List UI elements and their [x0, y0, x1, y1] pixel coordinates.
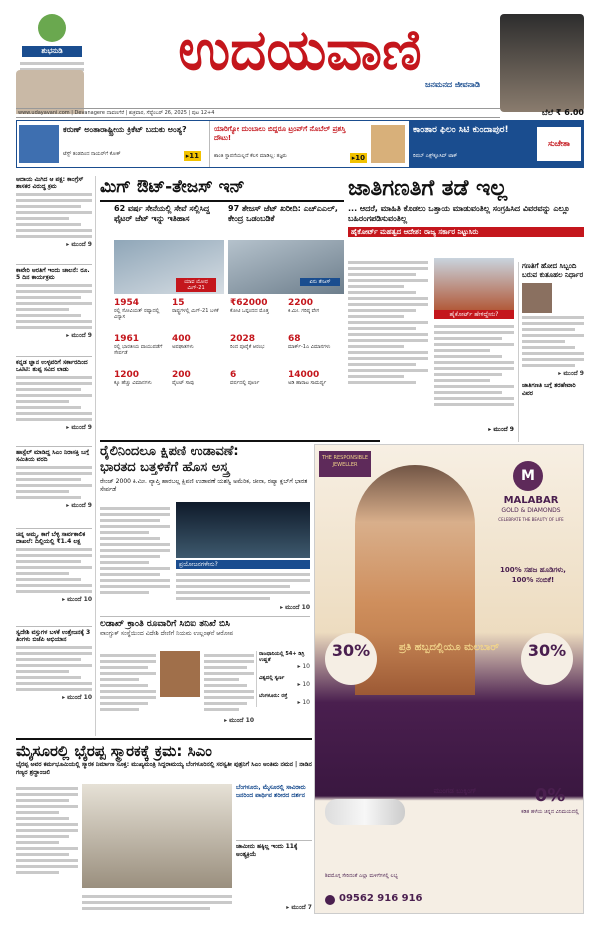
- siddaramaiah-photo: [522, 283, 552, 313]
- stat: 2028 ರಿಂದ ಪೂರೈಕೆ ಆರಂಭ: [230, 334, 265, 350]
- teaser-title: ಯಾರಿಗ್ಯೋ ದುಂಬಾಲು ಬಿದ್ದರೂ ಟ್ರಂಪ್‌ಗೆ ನೊಬೆಲ್ ಪ್ರಶಸ್ತಿ ದೌಟು!: [214, 125, 346, 142]
- ad-phone[interactable]: 09562 916 916: [339, 893, 423, 904]
- ad-brand: MALABAR: [503, 495, 559, 506]
- masthead-tagline: ಜನಮನದ ಜೀವನಾಡಿ: [425, 80, 480, 89]
- right-story-more: ▸ ಮುಂದೆ 9: [558, 370, 584, 377]
- brief-title[interactable]: ವಿಶ್ವದಲ್ಲಿ ಸ್ವರ್ಣ: [259, 675, 285, 681]
- left-story-more: ▸ ಮುಂದೆ 10: [62, 596, 92, 603]
- brief-more: ▸ 10: [297, 681, 310, 688]
- right-portrait: [500, 14, 584, 112]
- teaser-title: ಕಾಂತಾರ ಫಿಲಂ ಸಿಟಿ ಕುಂದಾಪುರ!: [413, 125, 509, 135]
- mysuru-headline: ಮೈಸೂರಲ್ಲಿ ಭೈರಪ್ಪ ಸ್ಮಾರಕಕ್ಕೆ ಕ್ರಮ: ಸಿಎಂ: [16, 742, 212, 760]
- stat: 2200 ಕಿ.ಮೀ. ಗರಿಷ್ಠ ವೇಗ: [288, 298, 320, 314]
- brief-more: ▸ 10: [297, 663, 310, 670]
- malabar-logo-icon: M: [513, 461, 543, 491]
- right-badge: ಸುಚೇತಾ: [537, 127, 581, 161]
- rail-info-label: ಪ್ರಯೋಜನಗಳೇನು?: [176, 560, 310, 569]
- left-story-title: ಆದಾಯ ಮಿಗಿದ ಆ ಪಕ್ಷ: ಕಾಂಗ್ರೆಸ್ ಶಾಸಕರ ವಿರುದ್ಧ ಕ್ರಮ: [16, 176, 84, 190]
- caste-right-column: [518, 262, 584, 442]
- mysuru-side-2: ಜಾಮೀನು ಹಕ್ಕಿಲ್ಲ ಇಂದು 11ಕ್ಕೆ ಅಂತ್ಯಕ್ರಿಯೆ: [236, 840, 312, 859]
- malabar-ad[interactable]: [314, 444, 584, 914]
- left-story-more: ▸ ಮುಂದೆ 9: [66, 332, 92, 339]
- mysuru-sub: ಭೈರಪ್ಪ ಅವರ ಕರ್ಮಭೂಮಿಯಲ್ಲಿ ಸ್ಮಾರಕ ನಿರ್ಮಾಣ ಸೂಕ್ತ: ಮುಖ್ಯಮಂತ್ರಿ ಸಿದ್ದರಾಮಯ್ಯ ಬೆಂಗಳೂರಿನಲ್ಲಿ ಸರಸ್ವತೀ ಪುತ್ರನಿಗೆ ಸಿಎಂ ಅಂತಿಮ ನಮನ | ನಾಡಿನ ಗಣ್ಯರ ಶ್ರದ್ಧಾಂಜಲಿ: [16, 761, 312, 776]
- ladakh-story[interactable]: [100, 616, 310, 734]
- teaser-thumb: [19, 125, 59, 163]
- left-story-title: ಹಾಸ್ಟೆಲ್ ಮಾಡಿದ್ದ ಸಿಎಂ ನಿರಾಸಕ್ತಿ ಬಗ್ಗೆ ಸಮಿತಿಯ ವರದಿ: [16, 449, 90, 463]
- ad-showrooms: ಶಿವಮೊಗ್ಗ ಸೇರಿದಂತೆ ಎಲ್ಲಾ ಮಳಿಗೆಗಳಲ್ಲಿ ಲಭ್ಯ: [325, 873, 398, 879]
- stat: 1961 ರಲ್ಲಿ ಭಾರತೀಯ ವಾಯುಪಡೆಗೆ ಸೇರ್ಪಡೆ: [114, 334, 163, 356]
- ad-claim: 100% ಸಹಜ ಹೂಡಿಗಳು, 100% ನಂಬಿಕೆ!: [500, 566, 566, 584]
- stat: 400 ಅಪಘಾತಗಳು: [172, 334, 194, 350]
- stat: 68 ಮಾರ್ಕ್-1ಎ ವಿಮಾನಗಳು: [288, 334, 331, 350]
- rail-headline-2: ಭಾರತದ ಬತ್ತಳಿಕೆಗೆ ಹೊಸ ಅಸ್ತ್ರ: [100, 460, 229, 475]
- rail-headline: ರೈಲಿನಿಂದಲೂ ಕ್ಷಿಪಣಿ ಉಡಾವಣೆ:: [100, 444, 239, 459]
- left-story-more: ▸ ಮುಂದೆ 9: [66, 424, 92, 431]
- offer-left: [325, 633, 377, 685]
- bhyrappa-photo: [82, 784, 232, 888]
- left-story[interactable]: [16, 356, 92, 446]
- tree-icon: [38, 14, 66, 42]
- teaser-sub: ಶಾಂತಿ ಸ್ಥಾಪನೆಯಲ್ಲದೆ ಕೆಲಸ ಮಾಡಿಲ್ಲ: ತಜ್ಞರು: [214, 153, 287, 159]
- left-story-more: ▸ ಮುಂದೆ 9: [66, 241, 92, 248]
- masthead-title: ಉದಯವಾಣಿ: [178, 17, 422, 83]
- ad-brand-tag: CELEBRATE THE BEAUTY OF LIFE: [498, 517, 564, 522]
- ad-badge: THE RESPONSIBLE JEWELLER: [319, 451, 371, 477]
- ad-zero-sub: ಕಡಿತ ಹಳೆಯ ಚಿನ್ನದ ವಿನಿಮಯದಲ್ಲಿ: [521, 809, 579, 815]
- stat: 1200 ಕ್ಕೂ ಹೆಚ್ಚು ವಿಮಾನಗಳು: [114, 370, 152, 386]
- left-story-title: ಚಿನ್ನ ಅಮ್ಮ, ಕಾಗೆ ಬೆಳ್ಳಿ ಸಾರ್ವಕಾಲಿಕ ದಾಖಲೆ: ದಿಲ್ಲಿಯಲ್ಲಿ ₹1.4 ಲಕ್ಷ: [16, 531, 86, 545]
- coins-image: [325, 799, 405, 825]
- wangchuk-photo: [160, 651, 200, 697]
- left-story-title: ಸ್ವದೇಶಿ ವಸ್ತುಗಳ ಬಳಕೆ ಉತ್ತೇಜನಕ್ಕೆ 3 ತಿಂಗಳು ಬಿಜೆಪಿ ಅಭಿಯಾನ: [16, 629, 91, 643]
- ad-zero: 0%: [534, 785, 566, 806]
- offer-left-value: 30%: [331, 641, 371, 660]
- left-story-more: ▸ ಮುಂದೆ 9: [66, 502, 92, 509]
- left-badge: ಶುಭನುಡಿ: [22, 46, 82, 57]
- ladakh-more: ▸ ಮುಂದೆ 10: [224, 717, 254, 724]
- highlight-points: [434, 322, 514, 409]
- stat: ₹62000 ಕೋಟಿ ಒಪ್ಪಂದದ ಮೊತ್ತ: [230, 298, 269, 314]
- mig-stats: [114, 298, 344, 438]
- teaser-page: ▸10: [351, 154, 365, 162]
- mig-left-sub: 62 ವರ್ಷ ಸೇನೆಯಲ್ಲಿ ಸೇವೆ ಸಲ್ಲಿಸಿದ್ದ ಫೈಟರ್ ಜೆಟ್ ಇನ್ನು ಇತಿಹಾಸ: [114, 204, 210, 223]
- ad-brand-sub: GOLD & DIAMONDS: [501, 507, 561, 514]
- dateline: www.udayavani.com | Devanagere ದಾವಣಗೆರೆ | ಶುಕ್ರವಾರ, ಸೆಪ್ಟೆಂಬರ್ 26, 2025 | ಪುಟ 12+4: [16, 108, 500, 118]
- caste-body: [348, 258, 428, 387]
- mig-tag-right: ಏನು ತೇಜಸ್: [300, 278, 340, 286]
- mig-right-sub: 97 ತೇಜಸ್ ಜೆಟ್ ಖರೀದಿ: ಎಚ್‌ಎಎಲ್, ಕೇಂದ್ರ ಒಡಂಬಡಿಕೆ: [228, 204, 338, 223]
- right-story-title[interactable]: ಜಾತಿಗಣತಿ ಬಗ್ಗೆ ತರಹೇವಾರಿ ವಿವರ: [522, 382, 576, 397]
- teaser-kantara[interactable]: [409, 121, 583, 167]
- right-story-title[interactable]: ಗಣತಿಗೆ ಹೋದ ಸಿಬ್ಬಂದಿ ಬರುವ ಕುತೂಹಲ ನಿರ್ಧಾರ: [522, 262, 584, 279]
- teaser-title: ಕರುಣ್ ಅಂತಾರಾಷ್ಟ್ರೀಯ ಕ್ರಿಕೆಟ್ ಬದುಕು ಅಂತ್ಯ?: [63, 125, 187, 134]
- offer-right-value: 30%: [527, 641, 567, 660]
- mig-story[interactable]: [100, 176, 344, 438]
- teaser-sub: ರಿಷಬ್ ಎಕ್ಸ್‌ಕ್ಲೂಸಿವ್ ಟಾಕ್: [413, 153, 458, 159]
- mysuru-story[interactable]: [16, 738, 312, 914]
- phone-icon: [325, 895, 335, 905]
- ad-booking: ಮುಂಗಡ ಬುಕ್ಕಿಂಗ್: [433, 787, 477, 795]
- teaser-cricket[interactable]: [17, 121, 207, 167]
- stat: 14000 ಅಡಿ ಹಾರಾಟ ಸಾಮರ್ಥ್ಯ: [288, 370, 327, 386]
- caste-more: ▸ ಮುಂದೆ 9: [488, 426, 514, 433]
- stat: 6 ವರ್ಷದಲ್ಲಿ ಪೂರ್ಣ: [230, 370, 260, 386]
- stat: 200 ಪೈಲಟ್ ಸಾವು: [172, 370, 195, 386]
- teaser-page: ▸11: [185, 152, 199, 160]
- brief-title[interactable]: ರಾಜಧಾನಿಯಲ್ಲಿ 54+ ಡಿಗ್ರಿ ಉಷ್ಣತೆ: [259, 651, 305, 663]
- left-story[interactable]: [16, 626, 92, 726]
- rail-body: [100, 504, 170, 597]
- left-story[interactable]: [16, 264, 92, 356]
- ladakh-sub: ವಾಂಗ್ಚುಕ್ ಸಂಸ್ಥೆಯಿಂದ ವಿದೇಶಿ ದೇಣಿಗೆ ನಿಯಮ ಉಲ್ಲಂಘನೆ ಆರೋಪ: [100, 630, 234, 637]
- left-story[interactable]: [16, 528, 92, 626]
- caste-deck: ... ಆದರೆ, ಮಾಹಿತಿ ಕೊಡಲು ಒತ್ತಾಯ ಮಾಡುವಂತಿಲ್ಲ ಸಂಗ್ರಹಿಸಿದ ವಿವರವನ್ನು ಎಲ್ಲೂ ಬಹಿರಂಗಪಡಿಸುವಂತಿಲ್ಲ: [348, 204, 570, 223]
- highcourt-photo: [434, 258, 514, 310]
- offer-right: [521, 633, 573, 685]
- mig-tag-left: ಯಾವ ಯೋಧ ಮಿಗ್-21: [176, 278, 216, 292]
- brief-title[interactable]: ಬೆಂಗಳೂರು: ರಸ್ತೆ: [259, 693, 288, 699]
- left-story-title: ಕನ್ನಡ ಜ್ಞಾನ ಉಳ್ಳವರಿಗೆ ಸರ್ಕಾರದಿಂದ ಒಟಿಟಿ: ತುಪ್ಪ ಸವಿದ ಲಾಡು: [16, 359, 88, 373]
- stat: 1954 ರಲ್ಲಿ ಸೋವಿಯತ್ ರಷ್ಯಾದಲ್ಲಿ ವಿನ್ಯಾಸ: [114, 298, 160, 320]
- caste-headline: ಜಾತಿಗಣತಿಗೆ ತಡೆ ಇಲ್ಲ: [348, 176, 508, 201]
- caste-banner: ಹೈಕೋರ್ಟ್ ಮಹತ್ವದ ಆದೇಶ: ರಾಜ್ಯ ಸರ್ಕಾರ ನಿಟ್ಟುಸಿರು: [348, 227, 584, 237]
- briefs: [256, 651, 310, 707]
- left-column: [16, 176, 96, 736]
- teaser-sub: ಟೆಸ್ಟ್ ತಂಡದಿಂದ ನಾಯರ್‌ಗೆ ಕೋಕ್: [63, 151, 121, 157]
- stat: 15 ರಾಷ್ಟ್ರಗಳಲ್ಲಿ ಮಿಗ್-21 ಬಳಕೆ: [172, 298, 219, 314]
- rail-more: ▸ ಮುಂದೆ 10: [280, 604, 310, 611]
- rail-info-points: [176, 570, 310, 603]
- price: ಬೆಲೆ ₹ 6.00: [541, 108, 584, 117]
- mysuru-side-1: ಬೆಂಗಳೂರು, ಮೈಸೂರಲ್ಲಿ ಸಾವಿರಾರು ಜನರಿಂದ ಪಾರ್ಥಿವ ಶರೀರದ ದರ್ಶನ: [236, 784, 306, 799]
- highlight-label: ಹೈಕೋರ್ಟ್ ಹೇಳಿದ್ದೇನು?: [434, 310, 514, 319]
- ad-festive: ಪ್ರತಿ ಹಬ್ಬದಲ್ಲಿಯೂ ಮಲಬಾರ್: [399, 642, 499, 653]
- teaser-trump[interactable]: [209, 121, 407, 167]
- ladakh-headline: ಲಡಾಖ್ ಕ್ರಾಂತಿ ರೂವಾರಿಗೆ ಸಿಬಿಐ ತನಿಖೆ ಬಿಸಿ: [100, 619, 230, 629]
- brief-more: ▸ 10: [297, 699, 310, 706]
- mig-headline: ಮಿಗ್ ಔಟ್-ತೇಜಸ್ ಇನ್: [100, 176, 344, 202]
- left-story-title: ಕಾವೇರಿ ಆರತಿಗೆ ಇಂದು ಚಾಲನೆ: ರೂ. 5 ದಿನ ಕಾರ್ಯಕ್ರಮ: [16, 267, 90, 281]
- left-story[interactable]: [16, 446, 92, 528]
- rail-photo: [176, 502, 310, 558]
- teaser-strip: [16, 120, 584, 168]
- rail-sub: ರೇಂಜ್ 2000 ಕಿ.ಮೀ. ವ್ಯಾಪ್ತಿ ಹಾರಬಲ್ಲ ಕ್ಷಿಪಣಿ ಉಡಾವಣೆ ಯಶಸ್ವಿ ಅಮೆರಿಕ, ಚೀನಾ, ರಷ್ಯಾ ಕ್ಲಬ್‌ಗೆ ಭಾರತ ಸೇರ್ಪಡೆ: [100, 478, 308, 493]
- left-story-more: ▸ ಮುಂದೆ 10: [62, 694, 92, 701]
- left-story[interactable]: [16, 176, 92, 264]
- teaser-thumb: [371, 125, 405, 163]
- rail-story[interactable]: [100, 444, 310, 614]
- mysuru-more: ▸ ಮುಂದೆ 7: [286, 904, 312, 911]
